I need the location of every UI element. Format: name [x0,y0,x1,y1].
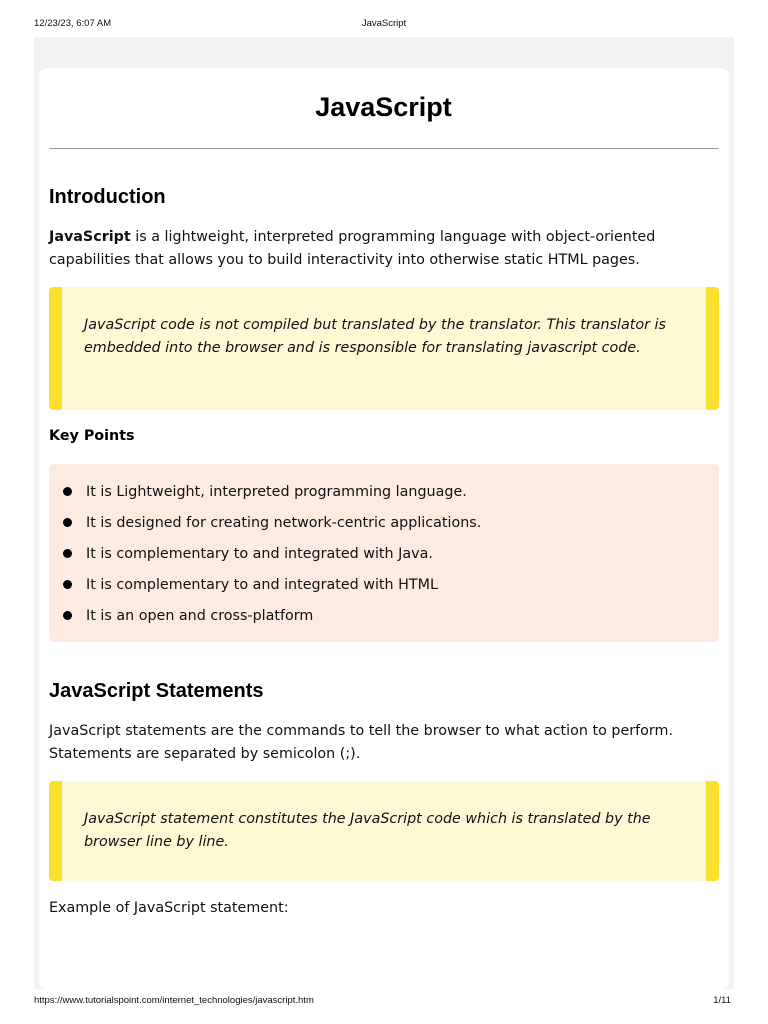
list-item-text: It is complementary to and integrated with Java. [86,546,433,562]
intro-lead-text: is a lightweight, interpreted programming language with object-oriented capabilities that allows you to build interactivity into otherwise static HTML pages. [49,229,656,268]
bullet-icon [63,549,72,558]
list-item [63,544,481,575]
print-document-title: JavaScript [361,18,407,29]
list-item [63,575,481,606]
statements-paragraph: JavaScript statements are the commands to tell the browser to what action to perform. Statements are separated by semicolon (;). [49,723,674,762]
scrollbar[interactable] [39,953,43,989]
bullet-icon [63,580,72,589]
intro-note-box [49,287,719,410]
intro-paragraph [49,226,724,272]
list-item [63,606,481,637]
list-item-text: It is complementary to and integrated with HTML [86,577,438,593]
list-item-text: It is Lightweight, interpreted programming language. [86,484,467,500]
statements-note-box [49,781,719,881]
bullet-icon [63,611,72,620]
note-accent-right [706,781,719,881]
key-points-box [49,464,719,642]
print-header [34,18,734,32]
list-item [63,482,481,513]
note-accent-right [706,287,719,410]
print-date: 12/23/23, 6:07 AM [34,18,112,29]
title-divider [49,148,719,149]
page-number: 1/11 [713,995,731,1006]
list-item [63,513,481,544]
intro-note-text: JavaScript code is not compiled but translated by the translator. This translator is embedded into the browser and is responsible for translating javascript code. [84,317,666,356]
print-url: https://www.tutorialspoint.com/internet_technologies/javascript.htm [34,995,314,1006]
example-label: Example of JavaScript statement: [49,900,289,916]
bullet-icon [63,518,72,527]
note-accent-left [49,287,62,410]
note-accent-left [49,781,62,881]
key-points-label: Key Points [49,428,135,444]
list-item-text: It is an open and cross-platform [86,608,314,624]
intro-lead-bold: JavaScript [49,229,131,245]
print-footer [34,995,734,1009]
intro-heading: Introduction [49,186,166,208]
key-points-list [63,482,481,637]
list-item-text: It is designed for creating network-centric applications. [86,515,482,531]
bullet-icon [63,487,72,496]
statements-heading: JavaScript Statements [49,680,264,702]
page-title: JavaScript [315,92,452,122]
statements-note-text: JavaScript statement constitutes the JavaScript code which is translated by the browser line by line. [84,811,651,850]
